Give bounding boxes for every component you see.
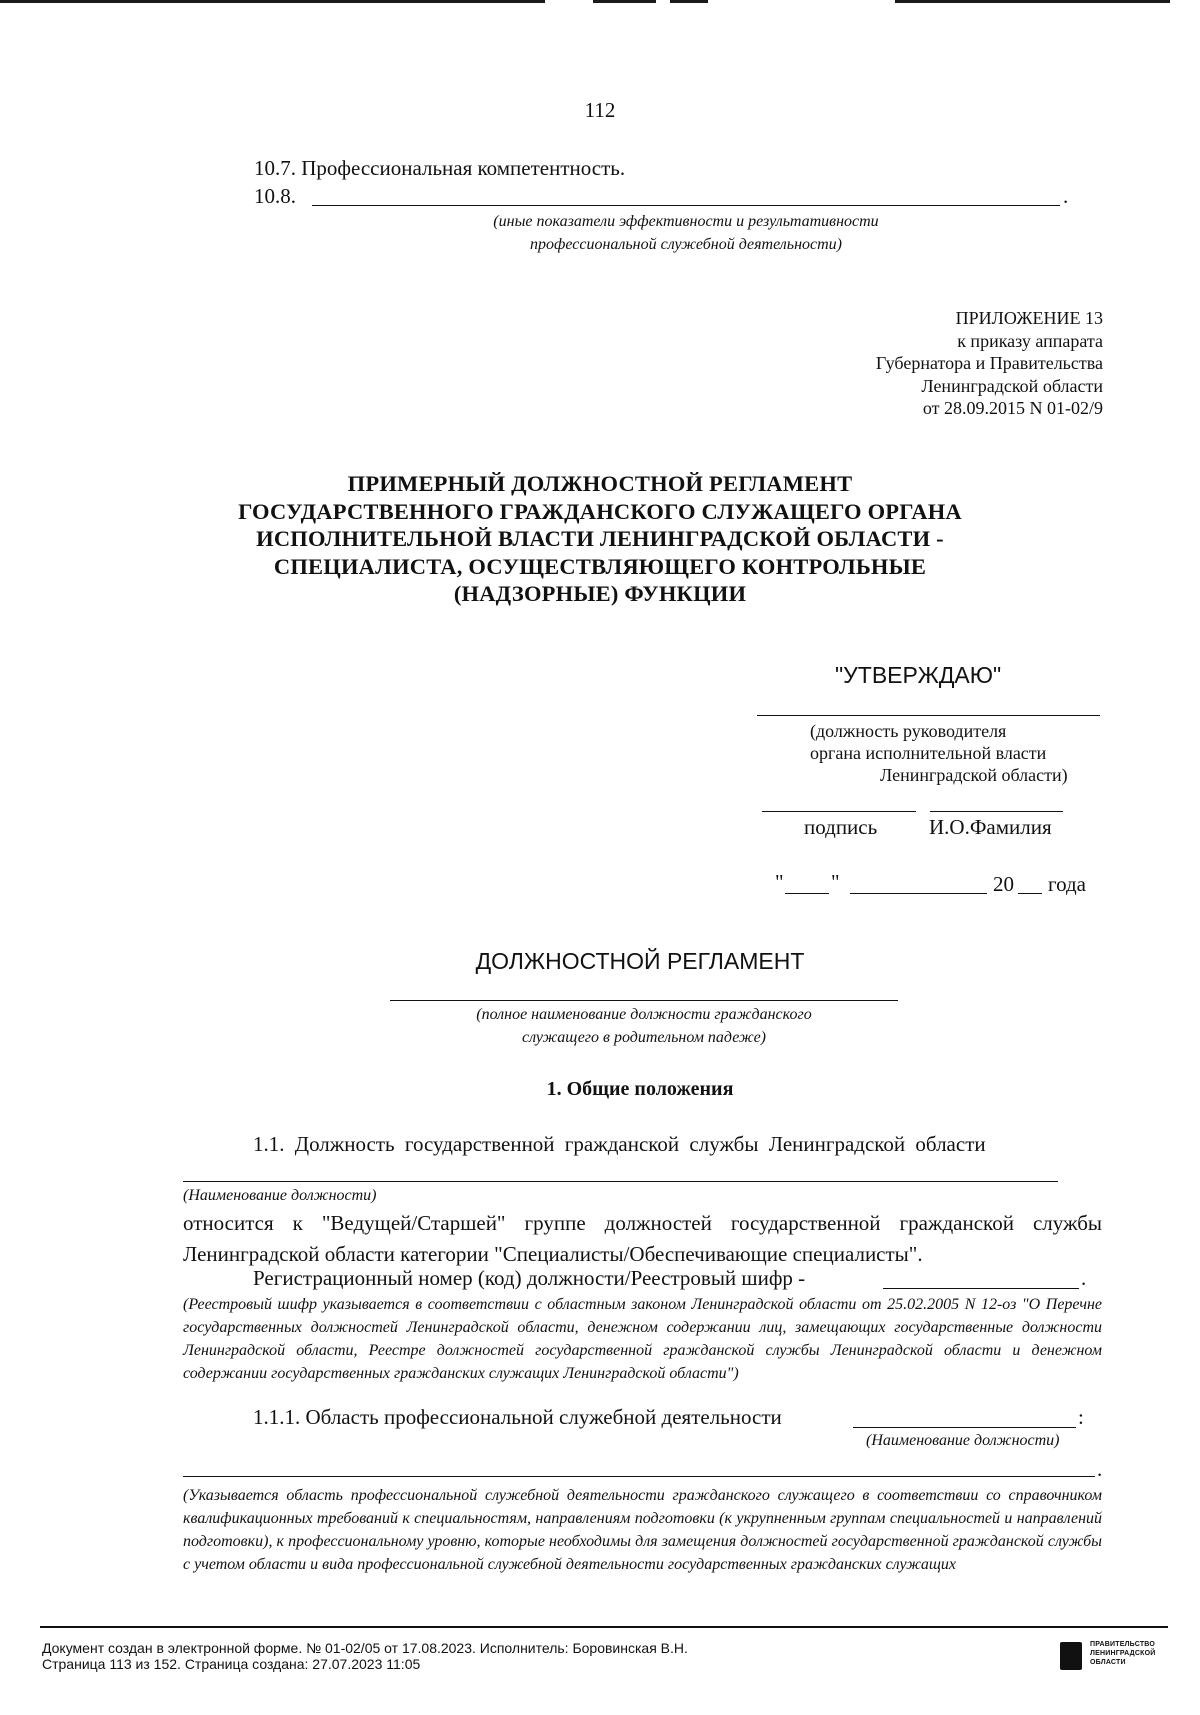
logo-text-line: ПРАВИТЕЛЬСТВО (1090, 1641, 1156, 1648)
item-10-7: 10.7. Профессиональная компетентность. (254, 156, 626, 180)
logo-text (1090, 1640, 1155, 1667)
date-year-blank (1018, 893, 1042, 894)
title-line: (НАДЗОРНЫЕ) ФУНКЦИИ (453, 581, 747, 606)
signature-blank-line (762, 811, 916, 812)
title-line: ИСПОЛНИТЕЛЬНОЙ ВЛАСТИ ЛЕНИНГРАДСКОЙ ОБЛАСТИ - (256, 526, 944, 551)
page-number: 112 (584, 98, 616, 122)
reg-number-blank (883, 1288, 1079, 1289)
approval-heading: "УТВЕРЖДАЮ" (835, 662, 1002, 688)
area-position-hint: (Наименование должности) (866, 1432, 1060, 1449)
regulation-position-blank (390, 1000, 898, 1001)
appendix-line: Губернатора и Правительства (875, 353, 1103, 373)
appendix-block (876, 307, 1103, 420)
coat-of-arms-icon (1060, 1642, 1082, 1670)
paragraph-group: относится к "Ведущей/Старшей" группе должностей государственной гражданской службы Ленинградской области категории "Специалисты/Обеспечивающие специалисты". (183, 1211, 1102, 1266)
footer-info (42, 1640, 688, 1672)
scan-artifact-line (670, 0, 708, 3)
reg-number-note: (Реестровый шифр указывается в соответствии с областным законом Ленинградской области от 25.02.2005 N 12-оз "О Перечне государственных должностей Ленинградской области, денежном содержании лиц, замещающих государственные должности Ленинградской области, Реестре должностей государственной гражданской службы Ленинградской области и денежном содержании государственных гражданских служащих Ленинградской области") (183, 1296, 1102, 1382)
position-hint-line1: (должность руководителя (810, 721, 1007, 741)
paragraph-reg-number: Регистрационный номер (код) должности/Реестровый шифр - (253, 1266, 806, 1290)
area-end-2: . (1097, 1457, 1103, 1481)
hint-line: профессиональной служебной деятельности) (530, 236, 842, 253)
paragraph-1-1: 1.1. Должность государственной гражданской службы Ленинградской области (253, 1132, 986, 1156)
name-blank-line (930, 811, 1063, 812)
date-quote-close: " (831, 870, 840, 894)
item-10-8-blank-line (312, 205, 1060, 206)
area-blank-line (183, 1476, 1095, 1477)
date-month-blank (850, 893, 987, 894)
date-day-blank (785, 893, 829, 894)
section-1-title: 1. Общие положения (546, 1078, 734, 1100)
paragraph-1-1-1: 1.1.1. Область профессиональной служебной деятельности (253, 1405, 782, 1429)
reg-number-end: . (1081, 1266, 1087, 1290)
title-line: ПРИМЕРНЫЙ ДОЛЖНОСТНОЙ РЕГЛАМЕНТ (347, 471, 853, 496)
position-name-blank (183, 1181, 1058, 1182)
name-label: И.О.Фамилия (929, 815, 1052, 839)
position-hint-line3: Ленинградской области) (880, 765, 1068, 785)
logo-text-line: ЛЕНИНГРАДСКОЙ (1090, 1650, 1156, 1657)
hint-line: (полное наименование должности гражданского (476, 1006, 812, 1023)
hint-line: (иные показатели эффективности и результативности (493, 213, 879, 230)
area-end: : (1078, 1405, 1084, 1429)
title-line: СПЕЦИАЛИСТА, ОСУЩЕСТВЛЯЮЩЕГО КОНТРОЛЬНЫЕ (273, 553, 927, 579)
date-year-prefix: 20 (993, 872, 1014, 896)
appendix-date: от 28.09.2015 N 01-02/9 (922, 398, 1103, 418)
footer-divider (40, 1626, 1168, 1628)
title-line: ГОСУДАРСТВЕННОГО ГРАЖДАНСКОГО СЛУЖАЩЕГО ОРГАНА (238, 498, 962, 524)
scan-artifact-line (895, 0, 1170, 3)
area-position-blank (853, 1427, 1076, 1428)
item-10-8-hint (312, 210, 1060, 256)
position-hint-line2: органа исполнительной власти (810, 743, 1047, 763)
item-10-8-end: . (1063, 184, 1069, 208)
signature-label: подпись (804, 815, 878, 839)
appendix-line: Ленинградской области (921, 375, 1103, 396)
scan-artifact-line (0, 0, 545, 3)
regulation-title: ДОЛЖНОСТНОЙ РЕГЛАМЕНТ (475, 948, 805, 974)
regulation-hint (390, 1003, 898, 1049)
appendix-title: ПРИЛОЖЕНИЕ 13 (955, 308, 1103, 328)
hint-line: служащего в родительном падеже) (521, 1029, 767, 1046)
government-logo (1060, 1640, 1180, 1674)
footer-document-info: Документ создан в электронной форме. № 01-02/05 от 17.08.2023. Исполнитель: Боровинская В.Н. (42, 1640, 688, 1656)
logo-text-line: ОБЛАСТИ (1090, 1659, 1126, 1666)
footer-page-info: Страница 113 из 152. Страница создана: 27.07.2023 11:05 (42, 1656, 421, 1672)
document-main-title (0, 470, 1200, 608)
date-quote-open: " (775, 870, 784, 894)
date-year-suffix: года (1048, 872, 1086, 896)
item-10-8-number: 10.8. (254, 184, 296, 208)
appendix-line: к приказу аппарата (957, 330, 1103, 351)
scan-artifact-line (593, 0, 656, 3)
position-name-hint: (Наименование должности) (183, 1187, 377, 1204)
position-blank-line (757, 715, 1100, 716)
area-note: (Указывается область профессиональной служебной деятельности гражданского служащего в соответствии со справочником квалификационных требований к специальностям, направлениям подготовки (к укрупненным группам специальностей и направлений подготовки), к профессиональному уровню, которые необходимы для замещения должностей государственной гражданской службы с учетом области и вида профессиональной служебной деятельности государственных гражданских служащих (183, 1487, 1102, 1573)
